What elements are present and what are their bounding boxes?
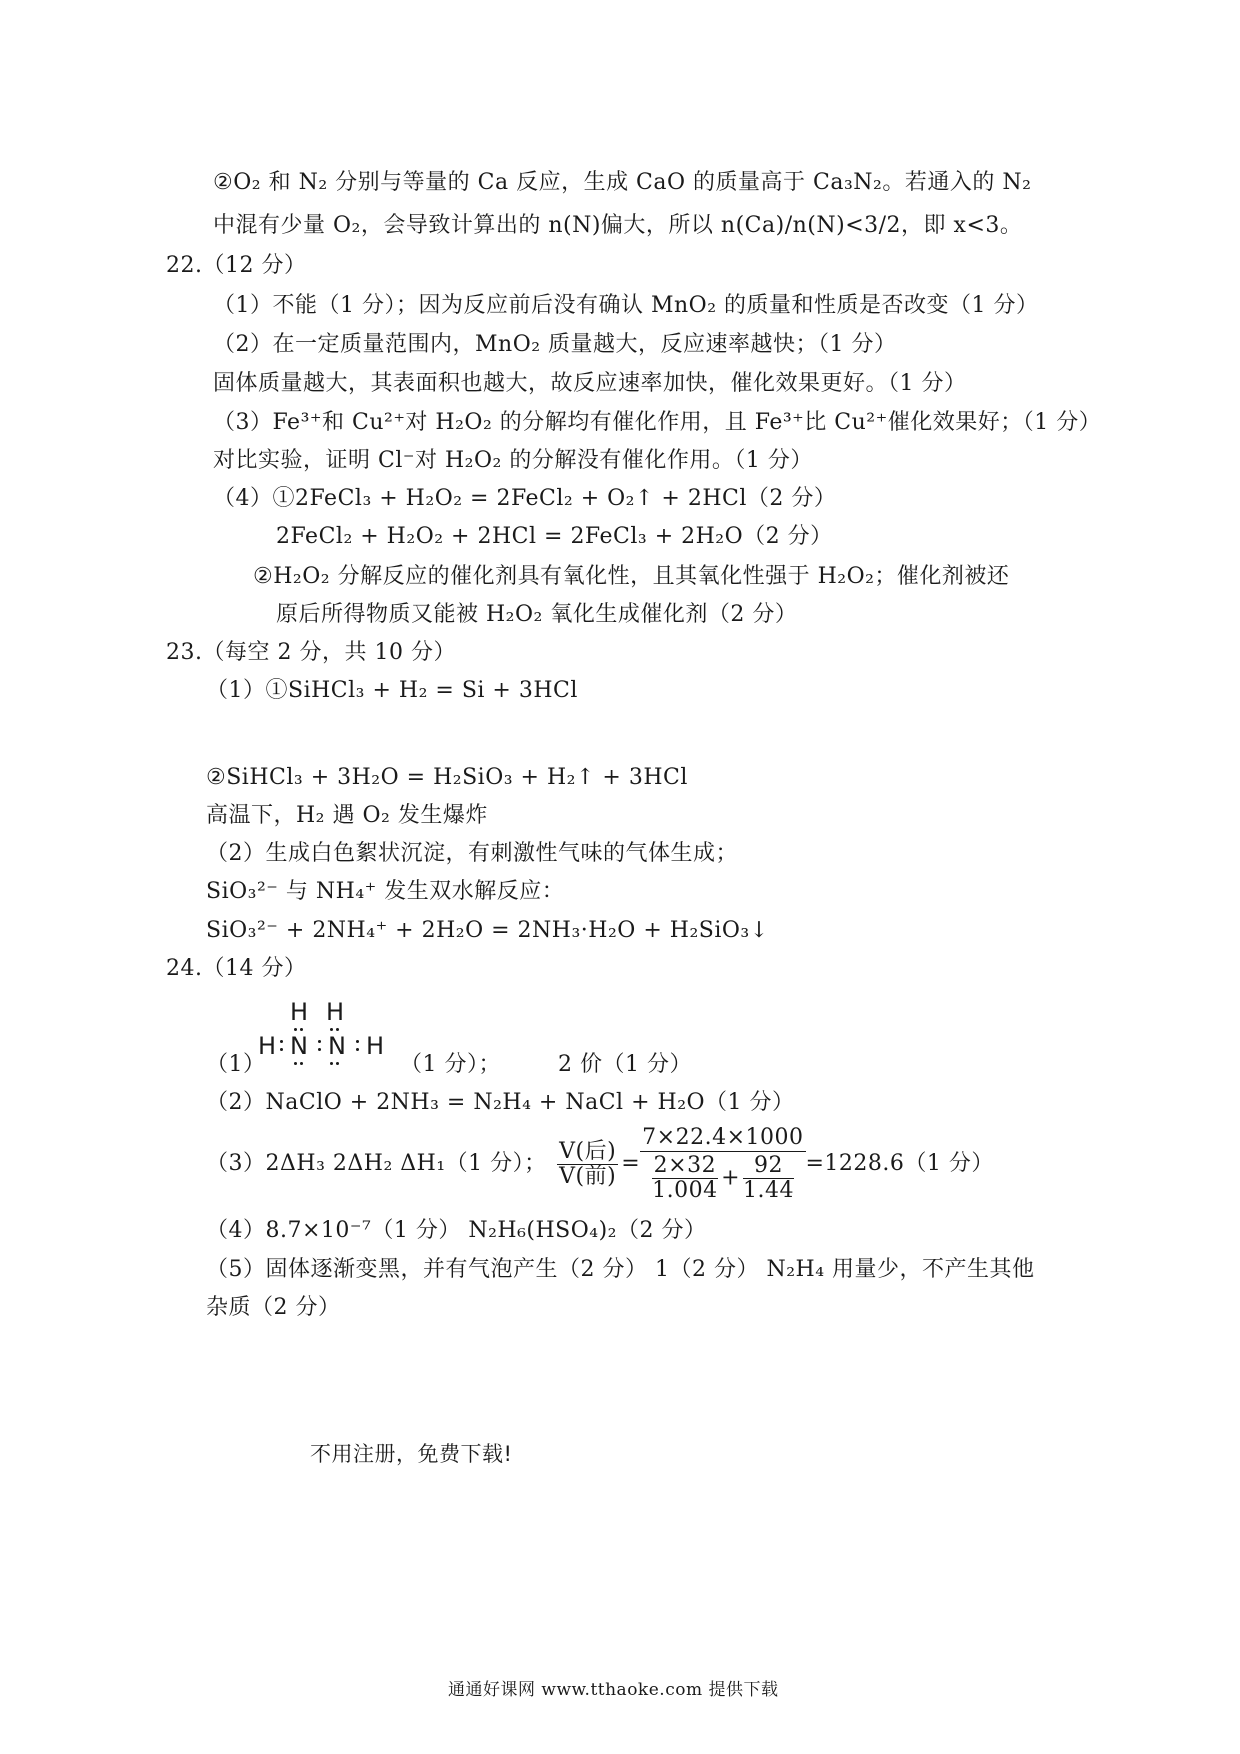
hydrazine-lewis-structure [258,998,388,1068]
q24-part1-prefix: （1） [206,1052,266,1077]
text-line: 杂质（2 分） [206,1295,341,1320]
sub-fraction [652,1154,718,1203]
ratio-numerator: V(后) [559,1138,617,1164]
promo-text: 不用注册，免费下载! [310,1442,513,1466]
equation-line: （2）NaClO + 2NH₃ = N₂H₄ + NaCl + H₂O（1 分） [206,1090,795,1115]
footer-source: 通通好课网 www.tthaoke.com 提供下载 [448,1680,779,1700]
text-line: 中混有少量 O₂，会导致计算出的 n(N)偏大，所以 n(Ca)/n(N)<3/2，即 x<3。 [213,213,1023,238]
text-line: ②O₂ 和 N₂ 分别与等量的 Ca 反应，生成 CaO 的质量高于 Ca₃N₂。若通入的 N₂ [213,170,1032,195]
text-line: （3）Fe³⁺和 Cu²⁺对 H₂O₂ 的分解均有催化作用，且 Fe³⁺比 Cu²⁺催化效果好；（1 分） [213,410,1102,435]
calculation-result: =1228.6（1 分） [805,1151,994,1176]
sub-fraction [743,1154,794,1203]
text-line: （5）固体逐渐变黑，并有气泡产生（2 分） 1（2 分） N₂H₄ 用量少，不产生其他 [206,1257,1035,1282]
question-number: 24.（14 分） [166,956,307,981]
q24-part1-score: （1 分）； [400,1052,501,1077]
text-line: ②H₂O₂ 分解反应的催化剂具有氧化性，且其氧化性强于 H₂O₂；催化剂被还 [253,564,1010,589]
sub-numerator: 2×32 [653,1153,717,1178]
equation-line: ②SiHCl₃ + 3H₂O = H₂SiO₃ + H₂↑ + 3HCl [206,765,688,790]
text-line: （2）生成白色絮状沉淀，有刺激性气味的气体生成； [206,841,738,866]
sub-denominator: 1.004 [652,1178,718,1203]
equation-line: （4）①2FeCl₃ + H₂O₂ = 2FeCl₂ + O₂↑ + 2HCl（2 分） [213,486,837,511]
lewis-atom: N [328,1032,346,1060]
question-number: 23.（每空 2 分，共 10 分） [166,640,456,665]
equation-line: SiO₃²⁻ + 2NH₄⁺ + 2H₂O = 2NH₃·H₂O + H₂SiO₃↓ [206,918,769,943]
volume-ratio [557,1140,618,1189]
lewis-atom: H [258,1032,277,1060]
calculation-denominator [640,1152,805,1203]
q24-part3-prefix: （3）2ΔH₃ 2ΔH₂ ΔH₁（1 分）； [206,1151,547,1176]
plus-sign: + [721,1165,741,1191]
q24-part1-valence: 2 价（1 分） [558,1052,692,1077]
text-line: 对比实验，证明 Cl⁻对 H₂O₂ 的分解没有催化作用。（1 分） [213,448,813,473]
text-line: 固体质量越大，其表面积也越大，故反应速率加快，催化效果更好。（1 分） [213,371,967,396]
calculation-fraction [640,1125,805,1203]
text-line: （4）8.7×10⁻⁷（1 分） N₂H₆(HSO₄)₂（2 分） [206,1218,707,1243]
question-number: 22.（12 分） [166,253,307,278]
text-line: SiO₃²⁻ 与 NH₄⁺ 发生双水解反应： [206,879,565,904]
ratio-denominator: V(前) [559,1163,617,1189]
text-line: （2）在一定质量范围内，MnO₂ 质量越大，反应速率越快；（1 分） [213,332,897,357]
text-line: （1）不能（1 分）；因为反应前后没有确认 MnO₂ 的质量和性质是否改变（1 分） [213,293,1039,318]
lewis-atom: H [366,1032,385,1060]
lewis-atom: H [326,998,345,1026]
lewis-atom: H [290,998,309,1026]
calculation-numerator: 7×22.4×1000 [642,1125,804,1150]
sub-numerator: 92 [743,1154,794,1179]
equals-sign: = [621,1151,641,1176]
equation-line: 2FeCl₂ + H₂O₂ + 2HCl = 2FeCl₃ + 2H₂O（2 分） [276,524,833,549]
sub-denominator: 1.44 [743,1178,794,1203]
lewis-atom: N [290,1032,308,1060]
q24-part3 [206,1124,994,1204]
text-line: 高温下，H₂ 遇 O₂ 发生爆炸 [206,803,488,828]
equation-line: （1）①SiHCl₃ + H₂ = Si + 3HCl [206,678,578,703]
text-line: 原后所得物质又能被 H₂O₂ 氧化生成催化剂（2 分） [276,602,798,627]
